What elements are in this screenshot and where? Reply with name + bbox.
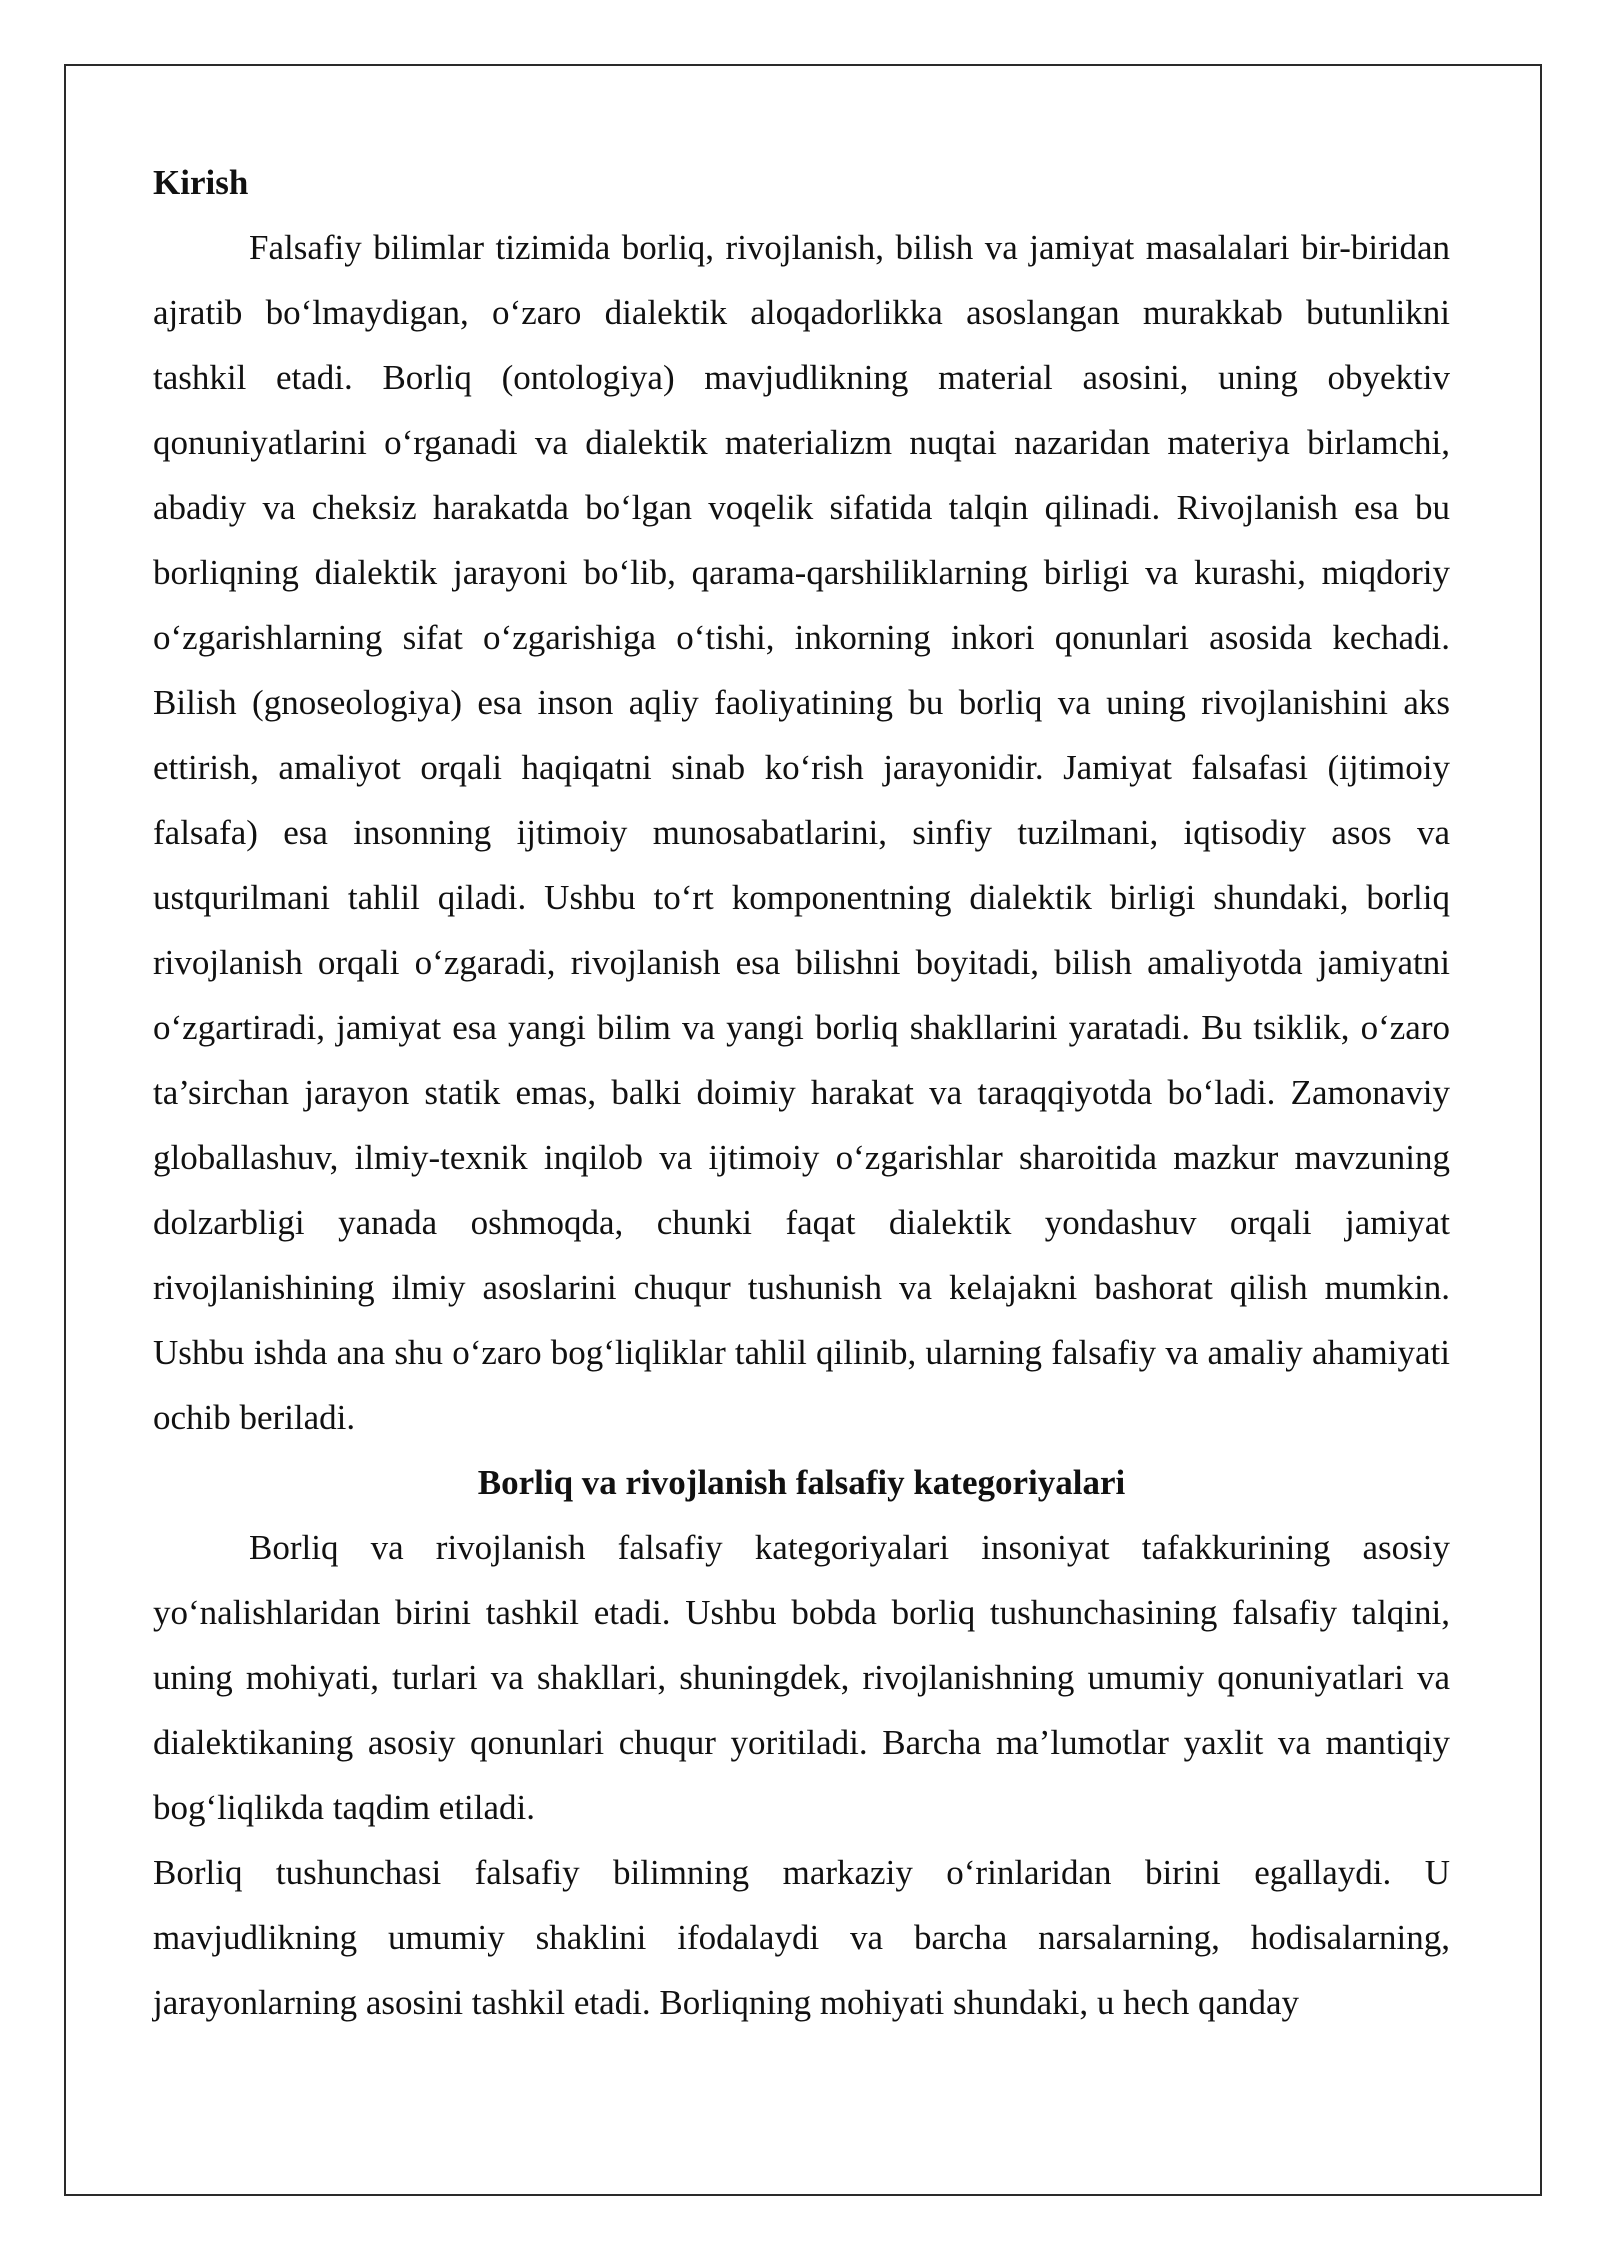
intro-paragraph: Falsafiy bilimlar tizimida borliq, rivojlanish, bilish va jamiyat masalalari bir-biridan ajratib bo‘lmaydigan, o‘zaro dialektik aloqadorlikka asoslangan murakkab butunlikni tashkil etadi. Borliq (ontologiya) mavjudlikning material asosini, uning obyektiv qonuniyatlarini o‘rganadi va dialektik materializm nuqtai nazaridan materiya birlamchi, abadiy va cheksiz harakatda bo‘lgan voqelik sifatida talqin qilinadi. Rivojlanish esa bu borliqning dialektik jarayoni bo‘lib, qarama-qarshiliklarning birligi va kurashi, miqdoriy o‘zgarishlarning sifat o‘zgarishiga o‘tishi, inkorning inkori qonunlari asosida kechadi. Bilish (gnoseologiya) esa inson aqliy faoliyatining bu borliq va uning rivojlanishini aks ettirish, amaliyot orqali haqiqatni sinab ko‘rish jarayonidir. Jamiyat falsafasi (ijtimoiy falsafa) esa insonning ijtimoiy munosabatlarini, sinfiy tuzilmani, iqtisodiy asos va ustqurilmani tahlil qiladi. Ushbu to‘rt komponentning dialektik birligi shundaki, borliq rivojlanish orqali o‘zgaradi, rivojlanish esa bilishni boyitadi, bilish amaliyotda jamiyatni o‘zgartiradi, jamiyat esa yangi bilim va yangi borliq shakllarini yaratadi. Bu tsiklik, o‘zaro ta’sirchan jarayon statik emas, balki doimiy harakat va taraqqiyotda bo‘ladi. Zamonaviy globallashuv, ilmiy-texnik inqilob va ijtimoiy o‘zgarishlar sharoitida mazkur mavzuning dolzarbligi yanada oshmoqda, chunki faqat dialektik yondashuv orqali jamiyat rivojlanishining ilmiy asoslarini chuqur tushunish va kelajakni bashorat qilish mumkin. Ushbu ishda ana shu o‘zaro bog‘liqliklar tahlil qilinib, ularning falsafiy va amaliy ahamiyati ochib beriladi. <box>153 228 1450 1437</box>
section-title-kirish: Kirish <box>153 163 249 202</box>
categories-paragraph-1: Borliq va rivojlanish falsafiy kategoriyalari insoniyat tafakkurining asosiy yo‘nalishlaridan birini tashkil etadi. Ushbu bobda borliq tushunchasining falsafiy talqini, uning mohiyati, turlari va shakllari, shuningdek, rivojlanishning umumiy qonuniyatlari va dialektikaning asosiy qonunlari chuqur yoritiladi. Barcha ma’lumotlar yaxlit va mantiqiy bog‘liqlikda taqdim etiladi. <box>153 1528 1450 1827</box>
document-body <box>153 150 1450 2035</box>
categories-paragraph-2: Borliq tushunchasi falsafiy bilimning markaziy o‘rinlaridan birini egallaydi. U mavjudlikning umumiy shaklini ifodalaydi va barcha narsalarning, hodisalarning, jarayonlarning asosini tashkil etadi. Borliqning mohiyati shundaki, u hech qanday <box>153 1853 1450 2022</box>
section-title-categories: Borliq va rivojlanish falsafiy kategoriyalari <box>477 1463 1126 1502</box>
